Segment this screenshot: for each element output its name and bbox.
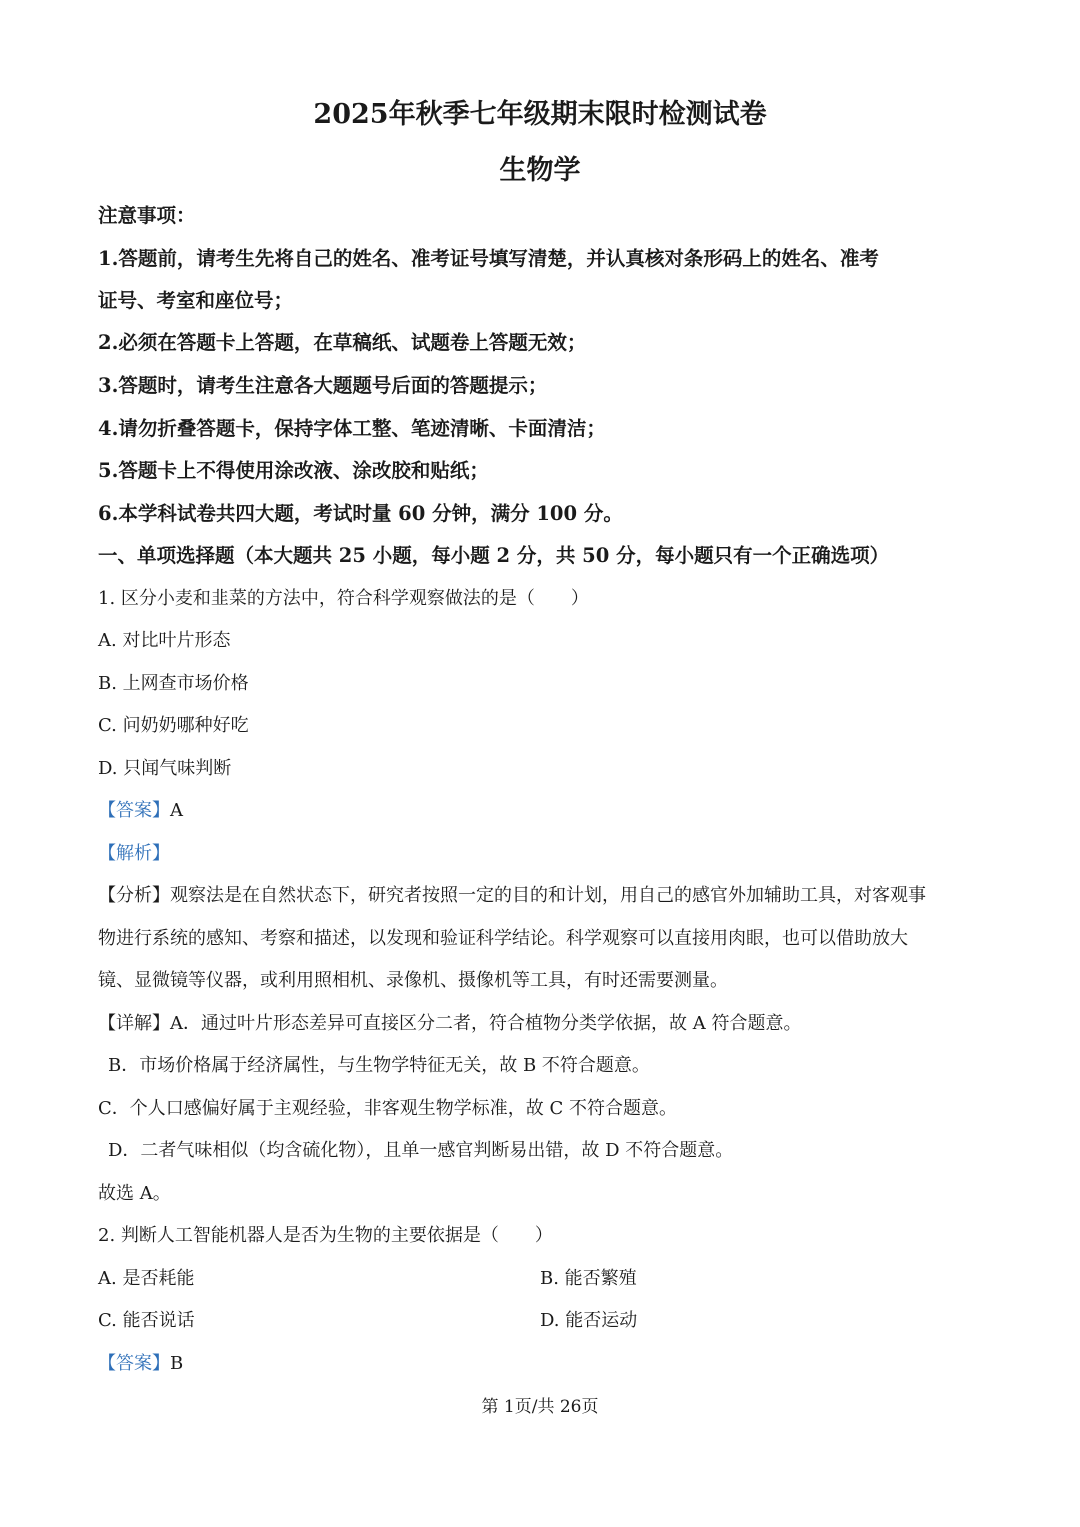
note-item-4: 4.请勿折叠答题卡，保持字体工整、笔迹清晰、卡面清洁； — [98, 417, 606, 440]
answer-value: B — [170, 1353, 184, 1374]
fenxi-label: 【分析】 — [98, 885, 170, 906]
subject-title: 生物学 — [499, 155, 581, 186]
answer-label: 【答案】 — [98, 800, 170, 821]
detail-label: 【详解】 — [98, 1013, 170, 1034]
detail-line-b: B．市场价格属于经济属性，与生物学特征无关，故 B 不符合题意。 — [108, 1055, 650, 1076]
note-item-1-line-2: 证号、考室和座位号； — [98, 289, 294, 312]
note-item-2: 2.必须在答题卡上答题，在草稿纸、试题卷上答题无效； — [98, 331, 587, 354]
page-number: 第 1页/共 26页 — [481, 1397, 599, 1417]
notes-heading: 注意事项： — [98, 204, 196, 227]
note-item-3: 3.答题时，请考生注意各大题题号后面的答题提示； — [98, 374, 548, 397]
question-1-answer — [98, 798, 183, 824]
question-1-option-c: C. 问奶奶哪种好吃 — [98, 715, 249, 736]
detail-line-d: D．二者气味相似（均含硫化物），且单一感官判断易出错，故 D 不符合题意。 — [108, 1140, 734, 1161]
question-1-conclusion: 故选 A。 — [98, 1183, 171, 1204]
note-item-6: 6.本学科试卷共四大题，考试时量 60 分钟，满分 100 分。 — [98, 502, 623, 525]
fenxi-line-2: 物进行系统的感知、考察和描述，以发现和验证科学结论。科学观察可以直接用肉眼，也可以借助放大 — [98, 928, 908, 949]
detail-line-c: C．个人口感偏好属于主观经验，非客观生物学标准，故 C 不符合题意。 — [98, 1098, 677, 1119]
note-item-1-line-1: 1.答题前，请考生先将自己的姓名、准考证号填写清楚，并认真核对条形码上的姓名、准考 — [98, 247, 879, 270]
question-2-option-b: B. 能否繁殖 — [540, 1268, 637, 1289]
question-2-stem: 2. 判断人工智能机器人是否为生物的主要依据是（ ） — [98, 1225, 553, 1246]
question-2-option-c: C. 能否说话 — [98, 1310, 195, 1331]
exam-title: 2025年秋季七年级期末限时检测试卷 — [313, 99, 767, 130]
fenxi-line-3: 镜、显微镜等仪器，或利用照相机、录像机、摄像机等工具，有时还需要测量。 — [98, 970, 728, 991]
question-2-option-d: D. 能否运动 — [540, 1310, 638, 1331]
analysis-label: 【解析】 — [98, 843, 170, 864]
question-1-stem: 1. 区分小麦和韭菜的方法中，符合科学观察做法的是（ ） — [98, 588, 589, 609]
note-item-5: 5.答题卡上不得使用涂改液、涂改胶和贴纸； — [98, 459, 489, 482]
question-1-option-b: B. 上网查市场价格 — [98, 673, 249, 694]
answer-value: A — [170, 800, 183, 821]
question-2-option-a: A. 是否耗能 — [98, 1268, 195, 1289]
question-1-option-d: D. 只闻气味判断 — [98, 758, 232, 779]
answer-label: 【答案】 — [98, 1353, 170, 1374]
section-1-heading: 一、单项选择题（本大题共 25 小题，每小题 2 分，共 50 分，每小题只有一个正确选项） — [98, 544, 890, 567]
detail-line-a: 【详解】A．通过叶片形态差异可直接区分二者，符合植物分类学依据，故 A 符合题意。 — [98, 1013, 802, 1034]
question-2-answer — [98, 1351, 183, 1377]
question-1-option-a: A. 对比叶片形态 — [98, 630, 231, 651]
fenxi-line-1: 【分析】观察法是在自然状态下，研究者按照一定的目的和计划，用自己的感官外加辅助工具，对客观事 — [98, 885, 926, 906]
